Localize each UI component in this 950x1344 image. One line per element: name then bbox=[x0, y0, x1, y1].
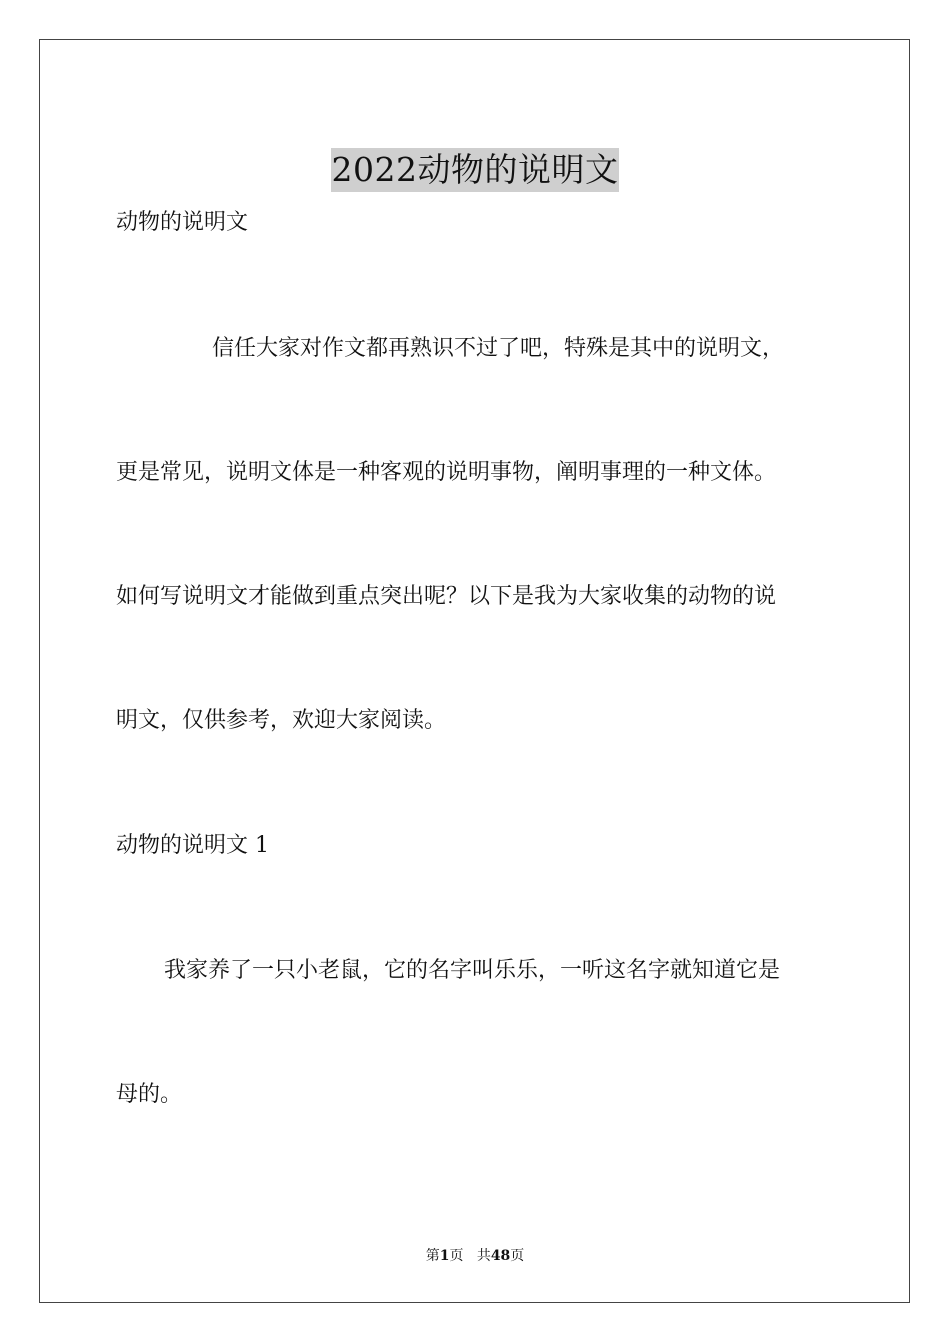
footer-page-number: 1 bbox=[439, 1248, 450, 1264]
footer-total-prefix: 共 bbox=[476, 1248, 491, 1264]
intro-line-2: 更是常见，说明文体是一种客观的说明事物，阐明事理的一种文体。 bbox=[116, 460, 777, 485]
document-title: 2022动物的说明文 bbox=[331, 148, 620, 192]
footer-page-prefix: 第 bbox=[425, 1248, 440, 1264]
section-line-2: 母的。 bbox=[116, 1082, 183, 1107]
footer-page-suffix: 页 bbox=[449, 1248, 464, 1264]
intro-line-1: 信任大家对作文都再熟识不过了吧，特殊是其中的说明文， bbox=[212, 336, 785, 361]
document-subtitle: 动物的说明文 bbox=[116, 210, 249, 235]
section-line-1: 我家养了一只小老鼠，它的名字叫乐乐，一听这名字就知道它是 bbox=[164, 958, 781, 983]
title-container bbox=[0, 126, 950, 214]
intro-line-4: 明文，仅供参考，欢迎大家阅读。 bbox=[116, 708, 447, 733]
footer-total-pages: 48 bbox=[490, 1248, 511, 1264]
footer-total-suffix: 页 bbox=[510, 1248, 525, 1264]
section-heading: 动物的说明文 1 bbox=[116, 833, 269, 858]
page-footer bbox=[0, 1247, 950, 1265]
intro-line-3: 如何写说明文才能做到重点突出呢？以下是我为大家收集的动物的说 bbox=[116, 584, 777, 609]
